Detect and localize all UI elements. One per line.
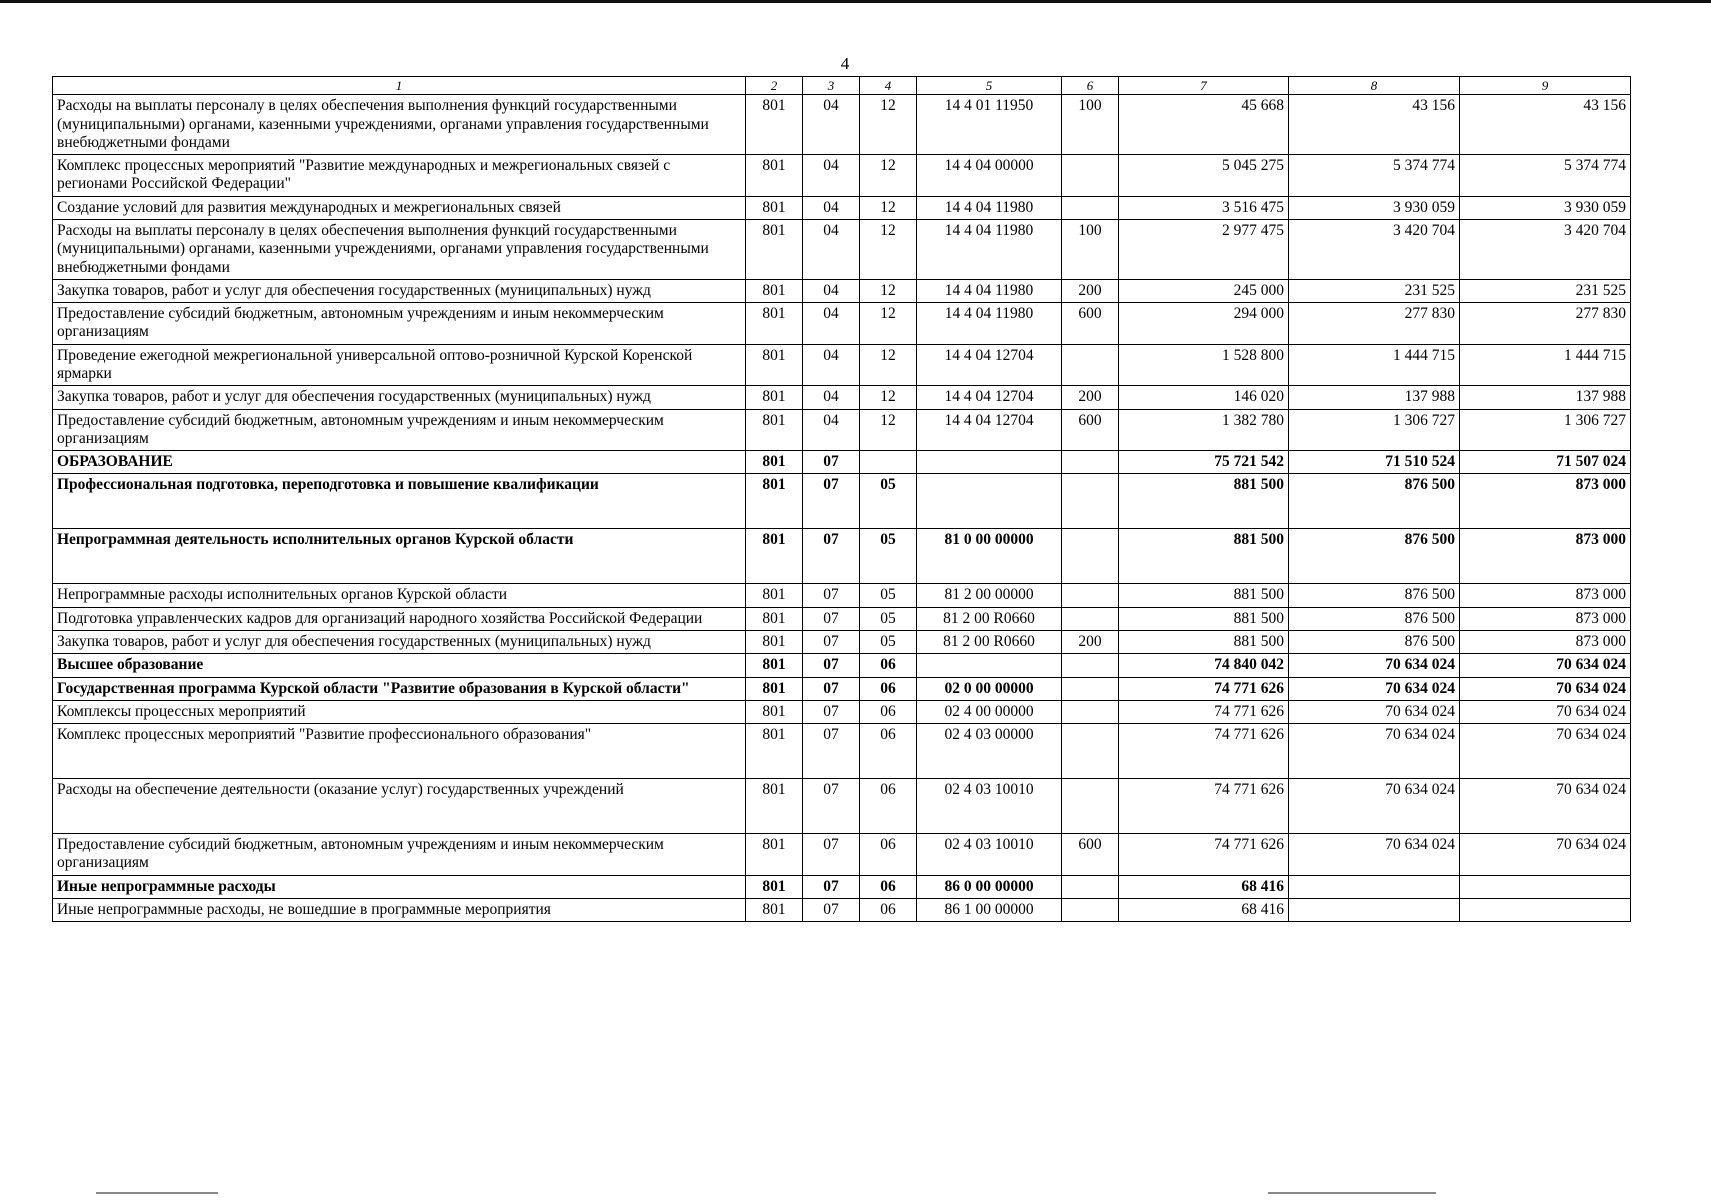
table-header [53, 77, 1631, 95]
table-row [53, 344, 1631, 386]
cell-target-article: 02 0 00 00000 [917, 677, 1062, 700]
cell-amount-year1: 881 500 [1119, 474, 1289, 529]
cell-section-code: 07 [803, 875, 860, 898]
cell-subsection-code [860, 451, 917, 474]
table-row [53, 700, 1631, 723]
cell-amount-year1: 74 771 626 [1119, 834, 1289, 876]
cell-ministry-code: 801 [746, 279, 803, 302]
column-header-4: 4 [860, 77, 917, 95]
cell-amount-year2: 3 930 059 [1289, 196, 1460, 219]
cell-expense-type: 100 [1062, 95, 1119, 155]
cell-amount-year1: 5 045 275 [1119, 155, 1289, 197]
cell-expense-type [1062, 875, 1119, 898]
cell-expense-type [1062, 584, 1119, 607]
cell-amount-year2: 70 634 024 [1289, 677, 1460, 700]
cell-ministry-code: 801 [746, 724, 803, 779]
cell-ministry-code: 801 [746, 654, 803, 677]
cell-subsection-code: 12 [860, 386, 917, 409]
cell-ministry-code: 801 [746, 451, 803, 474]
cell-section-code: 04 [803, 220, 860, 280]
cell-amount-year3: 1 306 727 [1460, 409, 1631, 451]
cell-section-code: 07 [803, 630, 860, 653]
cell-target-article: 14 4 04 11980 [917, 303, 1062, 345]
cell-section-code: 07 [803, 654, 860, 677]
cell-section-code: 07 [803, 677, 860, 700]
cell-amount-year1: 1 382 780 [1119, 409, 1289, 451]
cell-amount-year3: 873 000 [1460, 584, 1631, 607]
cell-target-article: 86 1 00 00000 [917, 898, 1062, 921]
cell-amount-year3: 137 988 [1460, 386, 1631, 409]
column-header-3: 3 [803, 77, 860, 95]
cell-section-code: 07 [803, 529, 860, 584]
cell-name: Иные непрограммные расходы [53, 875, 746, 898]
cell-amount-year1: 881 500 [1119, 529, 1289, 584]
cell-target-article: 14 4 04 11980 [917, 220, 1062, 280]
cell-target-article [917, 654, 1062, 677]
cell-expense-type [1062, 155, 1119, 197]
cell-expense-type [1062, 607, 1119, 630]
cell-ministry-code: 801 [746, 344, 803, 386]
cell-name: Предоставление субсидий бюджетным, автономным учреждениям и иным некоммерческим организациям [53, 303, 746, 345]
cell-amount-year1: 245 000 [1119, 279, 1289, 302]
cell-subsection-code: 12 [860, 303, 917, 345]
cell-name: ОБРАЗОВАНИЕ [53, 451, 746, 474]
cell-section-code: 07 [803, 898, 860, 921]
cell-name: Закупка товаров, работ и услуг для обеспечения государственных (муниципальных) нужд [53, 386, 746, 409]
cell-target-article [917, 474, 1062, 529]
cell-amount-year3: 5 374 774 [1460, 155, 1631, 197]
cell-amount-year3: 873 000 [1460, 529, 1631, 584]
cell-name: Высшее образование [53, 654, 746, 677]
cell-expense-type [1062, 529, 1119, 584]
cell-target-article: 14 4 04 11980 [917, 196, 1062, 219]
cell-expense-type [1062, 700, 1119, 723]
cell-expense-type [1062, 724, 1119, 779]
cell-amount-year2: 1 306 727 [1289, 409, 1460, 451]
cell-name: Предоставление субсидий бюджетным, автономным учреждениям и иным некоммерческим организациям [53, 834, 746, 876]
table-row [53, 303, 1631, 345]
cell-amount-year2: 277 830 [1289, 303, 1460, 345]
cell-ministry-code: 801 [746, 630, 803, 653]
cell-ministry-code: 801 [746, 529, 803, 584]
cell-subsection-code: 05 [860, 529, 917, 584]
table-row [53, 279, 1631, 302]
table-row [53, 724, 1631, 779]
cell-amount-year2: 231 525 [1289, 279, 1460, 302]
cell-amount-year1: 1 528 800 [1119, 344, 1289, 386]
cell-section-code: 07 [803, 584, 860, 607]
cell-name: Закупка товаров, работ и услуг для обеспечения государственных (муниципальных) нужд [53, 279, 746, 302]
cell-amount-year1: 3 516 475 [1119, 196, 1289, 219]
cell-amount-year1: 45 668 [1119, 95, 1289, 155]
cell-amount-year2: 70 634 024 [1289, 779, 1460, 834]
cell-section-code: 04 [803, 303, 860, 345]
cell-amount-year1: 2 977 475 [1119, 220, 1289, 280]
cell-amount-year1: 75 721 542 [1119, 451, 1289, 474]
cell-section-code: 07 [803, 724, 860, 779]
cell-amount-year2: 5 374 774 [1289, 155, 1460, 197]
cell-expense-type: 100 [1062, 220, 1119, 280]
cell-amount-year2: 71 510 524 [1289, 451, 1460, 474]
cell-expense-type: 600 [1062, 834, 1119, 876]
table-row [53, 677, 1631, 700]
cell-name: Расходы на обеспечение деятельности (оказание услуг) государственных учреждений [53, 779, 746, 834]
cell-expense-type [1062, 344, 1119, 386]
cell-amount-year3: 70 634 024 [1460, 834, 1631, 876]
cell-amount-year3: 70 634 024 [1460, 677, 1631, 700]
cell-section-code: 04 [803, 155, 860, 197]
cell-target-article: 02 4 03 00000 [917, 724, 1062, 779]
table-row [53, 654, 1631, 677]
cell-section-code: 07 [803, 451, 860, 474]
cell-name: Создание условий для развития международных и межрегиональных связей [53, 196, 746, 219]
cell-subsection-code: 06 [860, 654, 917, 677]
cell-amount-year1: 881 500 [1119, 630, 1289, 653]
cell-target-article: 14 4 04 12704 [917, 409, 1062, 451]
cell-amount-year2: 876 500 [1289, 529, 1460, 584]
cell-target-article: 81 2 00 R0660 [917, 630, 1062, 653]
cell-name: Непрограммная деятельность исполнительных органов Курской области [53, 529, 746, 584]
cell-expense-type [1062, 451, 1119, 474]
cell-amount-year2: 1 444 715 [1289, 344, 1460, 386]
cell-name: Расходы на выплаты персоналу в целях обеспечения выполнения функций государственными (муниципальными) органами, казенными учреждениями, органами управления государственными внебюджетными фондами [53, 95, 746, 155]
cell-target-article [917, 451, 1062, 474]
cell-subsection-code: 06 [860, 724, 917, 779]
cell-name: Закупка товаров, работ и услуг для обеспечения государственных (муниципальных) нужд [53, 630, 746, 653]
table-row [53, 196, 1631, 219]
cell-section-code: 04 [803, 95, 860, 155]
cell-ministry-code: 801 [746, 607, 803, 630]
cell-name: Профессиональная подготовка, переподготовка и повышение квалификации [53, 474, 746, 529]
cell-amount-year2: 70 634 024 [1289, 834, 1460, 876]
column-header-5: 5 [917, 77, 1062, 95]
cell-amount-year1: 881 500 [1119, 607, 1289, 630]
cell-name: Комплекс процессных мероприятий "Развитие международных и межрегиональных связей с регионами Российской Федерации" [53, 155, 746, 197]
cell-name: Проведение ежегодной межрегиональной универсальной оптово-розничной Курской Коренской ярмарки [53, 344, 746, 386]
cell-ministry-code: 801 [746, 196, 803, 219]
cell-name: Подготовка управленческих кадров для организаций народного хозяйства Российской Федерации [53, 607, 746, 630]
cell-expense-type: 600 [1062, 303, 1119, 345]
budget-table [52, 76, 1631, 922]
cell-subsection-code: 12 [860, 196, 917, 219]
cell-amount-year1: 74 771 626 [1119, 779, 1289, 834]
cell-amount-year1: 881 500 [1119, 584, 1289, 607]
cell-target-article: 14 4 04 12704 [917, 386, 1062, 409]
cell-subsection-code: 05 [860, 607, 917, 630]
cell-amount-year2: 876 500 [1289, 630, 1460, 653]
cell-amount-year1: 74 771 626 [1119, 677, 1289, 700]
column-number-row [53, 77, 1631, 95]
cell-amount-year3: 231 525 [1460, 279, 1631, 302]
cell-target-article: 81 2 00 00000 [917, 584, 1062, 607]
cell-ministry-code: 801 [746, 834, 803, 876]
table-row [53, 898, 1631, 921]
cell-subsection-code: 12 [860, 279, 917, 302]
cell-subsection-code: 05 [860, 630, 917, 653]
cell-section-code: 07 [803, 474, 860, 529]
cell-amount-year1: 294 000 [1119, 303, 1289, 345]
cell-expense-type [1062, 677, 1119, 700]
cell-subsection-code: 05 [860, 474, 917, 529]
table-row [53, 584, 1631, 607]
cell-ministry-code: 801 [746, 409, 803, 451]
table-row [53, 474, 1631, 529]
column-header-1: 1 [53, 77, 746, 95]
cell-section-code: 04 [803, 386, 860, 409]
cell-amount-year2 [1289, 875, 1460, 898]
footer-scan-mark-right [1268, 1192, 1436, 1194]
cell-expense-type [1062, 779, 1119, 834]
table-row [53, 95, 1631, 155]
cell-amount-year1: 68 416 [1119, 875, 1289, 898]
cell-subsection-code: 12 [860, 155, 917, 197]
cell-section-code: 04 [803, 409, 860, 451]
cell-target-article: 86 0 00 00000 [917, 875, 1062, 898]
cell-amount-year1: 74 771 626 [1119, 700, 1289, 723]
table-row [53, 386, 1631, 409]
cell-target-article: 14 4 01 11950 [917, 95, 1062, 155]
cell-name: Иные непрограммные расходы, не вошедшие в программные мероприятия [53, 898, 746, 921]
cell-amount-year1: 74 840 042 [1119, 654, 1289, 677]
cell-amount-year3: 873 000 [1460, 630, 1631, 653]
cell-amount-year2: 70 634 024 [1289, 724, 1460, 779]
cell-section-code: 07 [803, 700, 860, 723]
cell-ministry-code: 801 [746, 95, 803, 155]
cell-expense-type: 200 [1062, 279, 1119, 302]
table-row [53, 409, 1631, 451]
cell-ministry-code: 801 [746, 474, 803, 529]
cell-subsection-code: 06 [860, 700, 917, 723]
cell-target-article: 02 4 00 00000 [917, 700, 1062, 723]
cell-amount-year1: 74 771 626 [1119, 724, 1289, 779]
table-row [53, 834, 1631, 876]
column-header-6: 6 [1062, 77, 1119, 95]
cell-section-code: 04 [803, 279, 860, 302]
cell-target-article: 14 4 04 00000 [917, 155, 1062, 197]
cell-section-code: 04 [803, 196, 860, 219]
table-body [53, 95, 1631, 922]
cell-amount-year3: 43 156 [1460, 95, 1631, 155]
cell-name: Государственная программа Курской области "Развитие образования в Курской области" [53, 677, 746, 700]
column-header-8: 8 [1289, 77, 1460, 95]
cell-amount-year3: 3 420 704 [1460, 220, 1631, 280]
cell-subsection-code: 12 [860, 409, 917, 451]
cell-amount-year2: 43 156 [1289, 95, 1460, 155]
table-row [53, 875, 1631, 898]
cell-amount-year2 [1289, 898, 1460, 921]
cell-amount-year2: 70 634 024 [1289, 654, 1460, 677]
cell-amount-year2: 876 500 [1289, 584, 1460, 607]
cell-ministry-code: 801 [746, 700, 803, 723]
cell-target-article: 81 2 00 R0660 [917, 607, 1062, 630]
cell-amount-year2: 876 500 [1289, 474, 1460, 529]
cell-amount-year1: 146 020 [1119, 386, 1289, 409]
cell-ministry-code: 801 [746, 677, 803, 700]
table-row [53, 607, 1631, 630]
cell-ministry-code: 801 [746, 584, 803, 607]
cell-expense-type [1062, 196, 1119, 219]
cell-subsection-code: 06 [860, 834, 917, 876]
column-header-2: 2 [746, 77, 803, 95]
cell-ministry-code: 801 [746, 875, 803, 898]
cell-target-article: 02 4 03 10010 [917, 834, 1062, 876]
cell-amount-year3: 70 634 024 [1460, 779, 1631, 834]
cell-name: Непрограммные расходы исполнительных органов Курской области [53, 584, 746, 607]
cell-section-code: 07 [803, 834, 860, 876]
cell-name: Комплекс процессных мероприятий "Развитие профессионального образования" [53, 724, 746, 779]
table-row [53, 220, 1631, 280]
page-top-border [0, 0, 1711, 3]
cell-section-code: 04 [803, 344, 860, 386]
cell-amount-year2: 876 500 [1289, 607, 1460, 630]
cell-name: Расходы на выплаты персоналу в целях обеспечения выполнения функций государственными (муниципальными) органами, казенными учреждениями, органами управления государственными внебюджетными фондами [53, 220, 746, 280]
cell-amount-year3 [1460, 898, 1631, 921]
cell-ministry-code: 801 [746, 898, 803, 921]
cell-subsection-code: 12 [860, 95, 917, 155]
cell-amount-year2: 137 988 [1289, 386, 1460, 409]
page-number: 4 [840, 54, 850, 73]
cell-amount-year3 [1460, 875, 1631, 898]
cell-ministry-code: 801 [746, 220, 803, 280]
cell-amount-year3: 70 634 024 [1460, 654, 1631, 677]
cell-section-code: 07 [803, 607, 860, 630]
cell-target-article: 14 4 04 11980 [917, 279, 1062, 302]
cell-amount-year3: 873 000 [1460, 474, 1631, 529]
cell-subsection-code: 12 [860, 220, 917, 280]
cell-amount-year1: 68 416 [1119, 898, 1289, 921]
footer-scan-mark-left [96, 1192, 218, 1194]
cell-ministry-code: 801 [746, 779, 803, 834]
cell-name: Комплексы процессных мероприятий [53, 700, 746, 723]
cell-ministry-code: 801 [746, 386, 803, 409]
cell-amount-year3: 873 000 [1460, 607, 1631, 630]
cell-section-code: 07 [803, 779, 860, 834]
cell-subsection-code: 05 [860, 584, 917, 607]
cell-expense-type: 600 [1062, 409, 1119, 451]
cell-expense-type: 200 [1062, 630, 1119, 653]
cell-amount-year3: 71 507 024 [1460, 451, 1631, 474]
cell-expense-type: 200 [1062, 386, 1119, 409]
cell-subsection-code: 06 [860, 875, 917, 898]
cell-amount-year2: 70 634 024 [1289, 700, 1460, 723]
cell-amount-year3: 70 634 024 [1460, 724, 1631, 779]
cell-target-article: 14 4 04 12704 [917, 344, 1062, 386]
cell-ministry-code: 801 [746, 303, 803, 345]
cell-target-article: 81 0 00 00000 [917, 529, 1062, 584]
cell-name: Предоставление субсидий бюджетным, автономным учреждениям и иным некоммерческим организациям [53, 409, 746, 451]
cell-ministry-code: 801 [746, 155, 803, 197]
cell-target-article: 02 4 03 10010 [917, 779, 1062, 834]
column-header-7: 7 [1119, 77, 1289, 95]
cell-amount-year3: 3 930 059 [1460, 196, 1631, 219]
cell-subsection-code: 06 [860, 779, 917, 834]
cell-amount-year3: 1 444 715 [1460, 344, 1631, 386]
cell-expense-type [1062, 898, 1119, 921]
cell-subsection-code: 12 [860, 344, 917, 386]
column-header-9: 9 [1460, 77, 1631, 95]
table-row [53, 630, 1631, 653]
table-row [53, 529, 1631, 584]
cell-expense-type [1062, 654, 1119, 677]
table-row [53, 155, 1631, 197]
cell-amount-year3: 277 830 [1460, 303, 1631, 345]
cell-amount-year3: 70 634 024 [1460, 700, 1631, 723]
cell-amount-year2: 3 420 704 [1289, 220, 1460, 280]
table-row [53, 451, 1631, 474]
cell-subsection-code: 06 [860, 677, 917, 700]
cell-expense-type [1062, 474, 1119, 529]
table-row [53, 779, 1631, 834]
cell-subsection-code: 06 [860, 898, 917, 921]
